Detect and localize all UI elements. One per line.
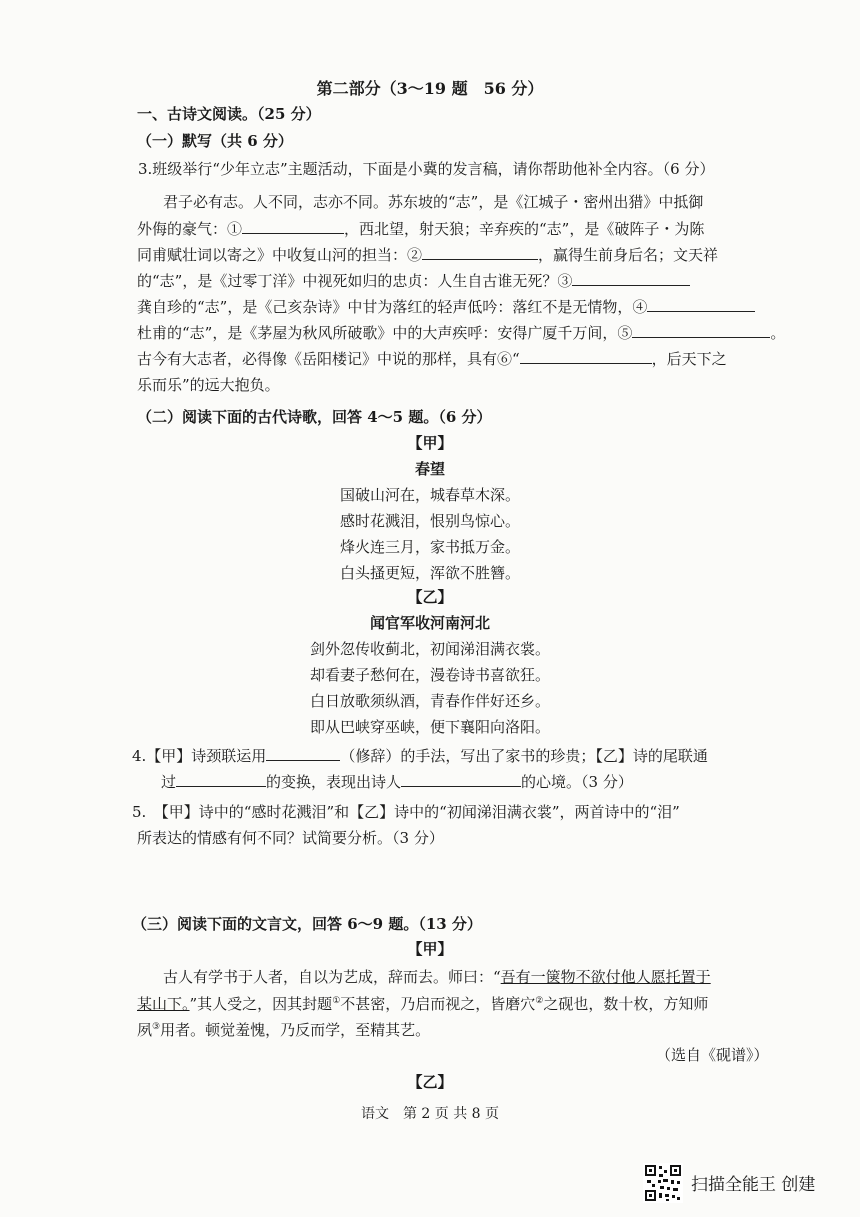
- q3-line-5: 龚自珍的“志”，是《己亥杂诗》中甘为落红的轻声低吟：落红不是无情物，④: [137, 296, 755, 317]
- section-1-title: 一、古诗文阅读。（25 分）: [137, 105, 321, 123]
- blank-4[interactable]: [647, 296, 755, 312]
- poem-a-line: 白头搔更短，浑欲不胜簪。: [339, 564, 520, 582]
- q4-blank-2[interactable]: [176, 771, 266, 787]
- q4-blank-3[interactable]: [401, 771, 521, 787]
- prose-b-tag: 【乙】: [407, 1073, 453, 1091]
- question-3-stem: 3.班级举行“少年立志”主题活动，下面是小冀的发言稿，请你帮助他补全内容。（6 分）: [138, 160, 715, 178]
- prose-line-3: 夙③用者。顿觉羞愧，乃反而学，至精其艺。: [137, 1021, 431, 1039]
- q3-line-8: 乐而乐”的远大抱负。: [137, 376, 280, 394]
- question-5-line-1: 5. 【甲】诗中的“感时花溅泪”和【乙】诗中的“初闻涕泪满衣裳”，两首诗中的“泪”: [132, 803, 680, 821]
- poem-a-line: 感时花溅泪，恨别鸟惊心。: [339, 512, 520, 530]
- page-title: 第二部分（3～19 题 56 分）: [316, 79, 544, 98]
- poem-b-line: 剑外忽传收蓟北，初闻涕泪满衣裳。: [309, 640, 550, 658]
- page-footer: 语文 第 2 页 共 8 页: [360, 1106, 500, 1122]
- blank-6[interactable]: [520, 348, 652, 364]
- subsection-3-title: （三）阅读下面的文言文，回答 6～9 题。（13 分）: [132, 915, 482, 933]
- q3-line-6: 杜甫的“志”，是《茅屋为秋风所破歌》中的大声疾呼：安得广厦千万间，⑤ 。: [137, 324, 786, 342]
- qr-code-icon: [643, 1163, 683, 1203]
- question-4-line-1: 4.【甲】诗颈联运用 （修辞）的手法，写出了家书的珍贵；【乙】诗的尾联通: [132, 747, 708, 765]
- poem-b-title: 闻官军收河南河北: [369, 614, 490, 632]
- q3-line-1: 君子必有志。人不同，志亦不同。苏东坡的“志”，是《江城子・密州出猎》中抵御: [163, 193, 704, 211]
- question-4-line-2: 过 的变换，表现出诗人 的心境。（3 分）: [161, 773, 633, 791]
- poem-b-tag: 【乙】: [407, 588, 453, 606]
- prose-source: （选自《砚谱》）: [656, 1046, 769, 1064]
- poem-a-tag: 【甲】: [407, 434, 453, 452]
- q4-blank-1[interactable]: [266, 745, 340, 761]
- subsection-2-title: （二）阅读下面的古代诗歌，回答 4～5 题。（6 分）: [137, 408, 492, 426]
- prose-line-2: 某山下。”其人受之，因其封题①不甚密，乃启而视之，皆磨穴②之砚也，数十枚，方知师: [137, 995, 709, 1013]
- poem-b-line: 即从巴峡穿巫峡，便下襄阳向洛阳。: [309, 718, 550, 736]
- prose-a-tag: 【甲】: [407, 940, 453, 958]
- blank-5[interactable]: [632, 322, 770, 338]
- poem-b-line: 却看妻子愁何在，漫卷诗书喜欲狂。: [309, 666, 550, 684]
- blank-3[interactable]: [572, 270, 690, 286]
- question-5-line-2: 所表达的情感有何不同？试简要分析。（3 分）: [137, 829, 444, 847]
- q3-line-7: 古今有大志者，必得像《岳阳楼记》中说的那样，具有⑥“ ，后天下之: [137, 350, 727, 368]
- q3-line-3: 同甫赋壮词以寄之》中收复山河的担当：② ，赢得生前身后名；文天祥: [137, 246, 719, 264]
- poem-b-line: 白日放歌须纵酒，青春作伴好还乡。: [309, 692, 550, 710]
- subsection-1-title: （一）默写（共 6 分）: [137, 132, 293, 150]
- prose-line-1: 古人有学书于人者，自以为艺成，辞而去。师曰：“吾有一箧物不欲付他人愿托置于: [163, 968, 711, 986]
- blank-2[interactable]: [422, 244, 538, 260]
- poem-a-line: 烽火连三月，家书抵万金。: [339, 538, 520, 556]
- blank-1[interactable]: [242, 218, 344, 234]
- scanner-watermark: 扫描全能王 创建: [691, 1175, 816, 1195]
- poem-a-title: 春望: [414, 460, 445, 478]
- q3-line-2: 外侮的豪气：① ，西北望，射天狼；辛弃疾的“志”，是《破阵子・为陈: [137, 220, 705, 238]
- q3-line-4: 的“志”，是《过零丁洋》中视死如归的忠贞：人生自古谁无死？③: [137, 270, 690, 291]
- poem-a-line: 国破山河在，城春草木深。: [339, 486, 520, 504]
